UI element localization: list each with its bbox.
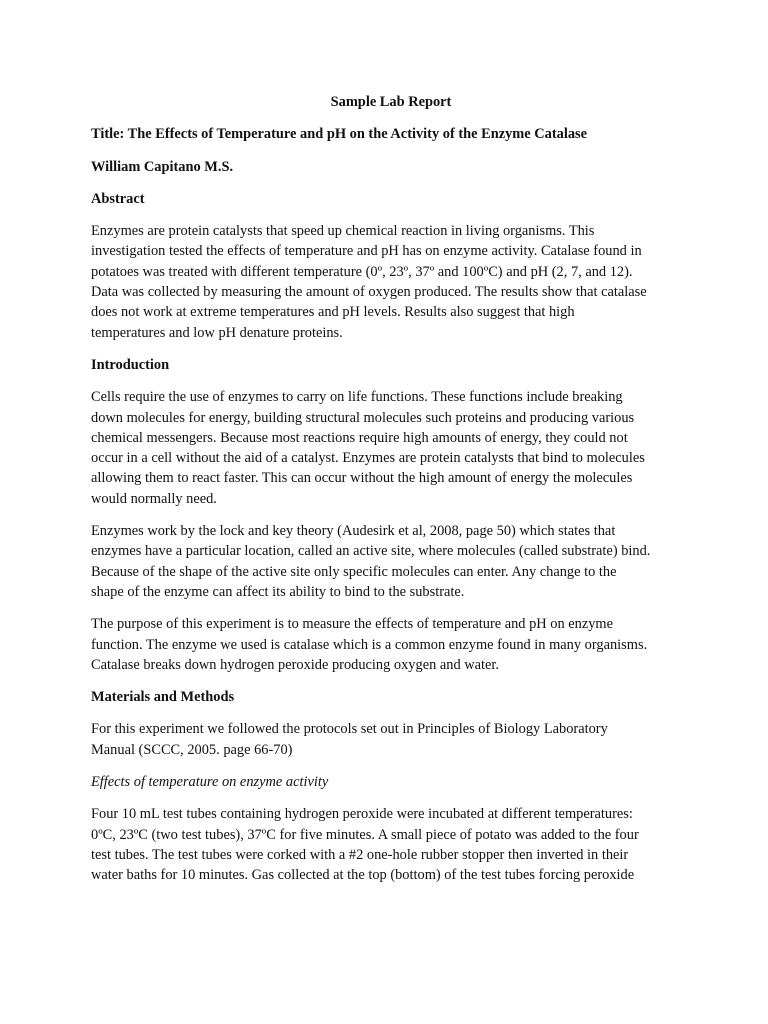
text-line: occur in a cell without the aid of a catalyst. Enzymes are protein catalysts that bind to molecules <box>91 450 645 467</box>
document-page <box>91 92 691 898</box>
document-heading: Sample Lab Report <box>330 94 452 110</box>
introduction-paragraph-1 <box>91 387 691 509</box>
temperature-subsection-paragraph <box>91 804 691 885</box>
text-line: Manual (SCCC, 2005. page 66-70) <box>91 741 293 758</box>
abstract-paragraph <box>91 221 691 343</box>
text-line: allowing them to react faster. This can occur without the high amount of energy the molecules <box>91 470 633 487</box>
temperature-subsection-heading: Effects of temperature on enzyme activity <box>91 774 329 791</box>
text-line: enzymes have a particular location, called an active site, where molecules (called substrate) bind. <box>91 543 651 560</box>
text-line: For this experiment we followed the protocols set out in Principles of Biology Laboratory <box>91 721 608 738</box>
text-line: Catalase breaks down hydrogen peroxide producing oxygen and water. <box>91 656 500 673</box>
text-line: Because of the shape of the active site only specific molecules can enter. Any change to the <box>91 563 617 580</box>
text-line: Enzymes are protein catalysts that speed up chemical reaction in living organisms. This <box>91 223 595 240</box>
methods-paragraph-1 <box>91 719 691 760</box>
text-line: water baths for 10 minutes. Gas collected at the top (bottom) of the test tubes forcing peroxide <box>91 867 635 884</box>
introduction-paragraph-2 <box>91 521 691 602</box>
text-line: does not work at extreme temperatures and pH levels. Results also suggest that high <box>91 304 575 321</box>
text-line: shape of the enzyme can affect its ability to bind to the substrate. <box>91 583 465 600</box>
methods-heading: Materials and Methods <box>91 689 235 706</box>
text-line: The purpose of this experiment is to measure the effects of temperature and pH on enzyme <box>91 616 614 633</box>
text-line: chemical messengers. Because most reactions require high amounts of energy, they could not <box>91 429 628 446</box>
abstract-heading: Abstract <box>91 190 145 207</box>
text-line: down molecules for energy, building structural molecules such proteins and producing various <box>91 409 635 426</box>
text-line: investigation tested the effects of temperature and pH has on enzyme activity. Catalase found in <box>91 243 642 260</box>
text-line: test tubes. The test tubes were corked with a #2 one-hole rubber stopper then inverted in their <box>91 846 629 863</box>
text-line: temperatures and low pH denature proteins. <box>91 324 343 341</box>
document-title: Title: The Effects of Temperature and pH on the Activity of the Enzyme Catalase <box>91 126 588 143</box>
document-author: William Capitano M.S. <box>91 158 234 175</box>
text-line: 0ºC, 23ºC (two test tubes), 37ºC for five minutes. A small piece of potato was added to the four <box>91 826 639 843</box>
text-line: Enzymes work by the lock and key theory (Audesirk et al, 2008, page 50) which states that <box>91 523 616 540</box>
text-line: Cells require the use of enzymes to carry on life functions. These functions include breaking <box>91 389 623 406</box>
text-line: potatoes was treated with different temperature (0º, 23º, 37º and 100ºC) and pH (2, 7, and 12). <box>91 263 633 280</box>
introduction-paragraph-3 <box>91 614 691 675</box>
text-line: Data was collected by measuring the amount of oxygen produced. The results show that catalase <box>91 284 647 301</box>
introduction-heading: Introduction <box>91 356 170 373</box>
text-line: would normally need. <box>91 490 217 507</box>
text-line: function. The enzyme we used is catalase which is a common enzyme found in many organisms. <box>91 636 648 653</box>
text-line: Four 10 mL test tubes containing hydrogen peroxide were incubated at different temperatures: <box>91 806 633 823</box>
